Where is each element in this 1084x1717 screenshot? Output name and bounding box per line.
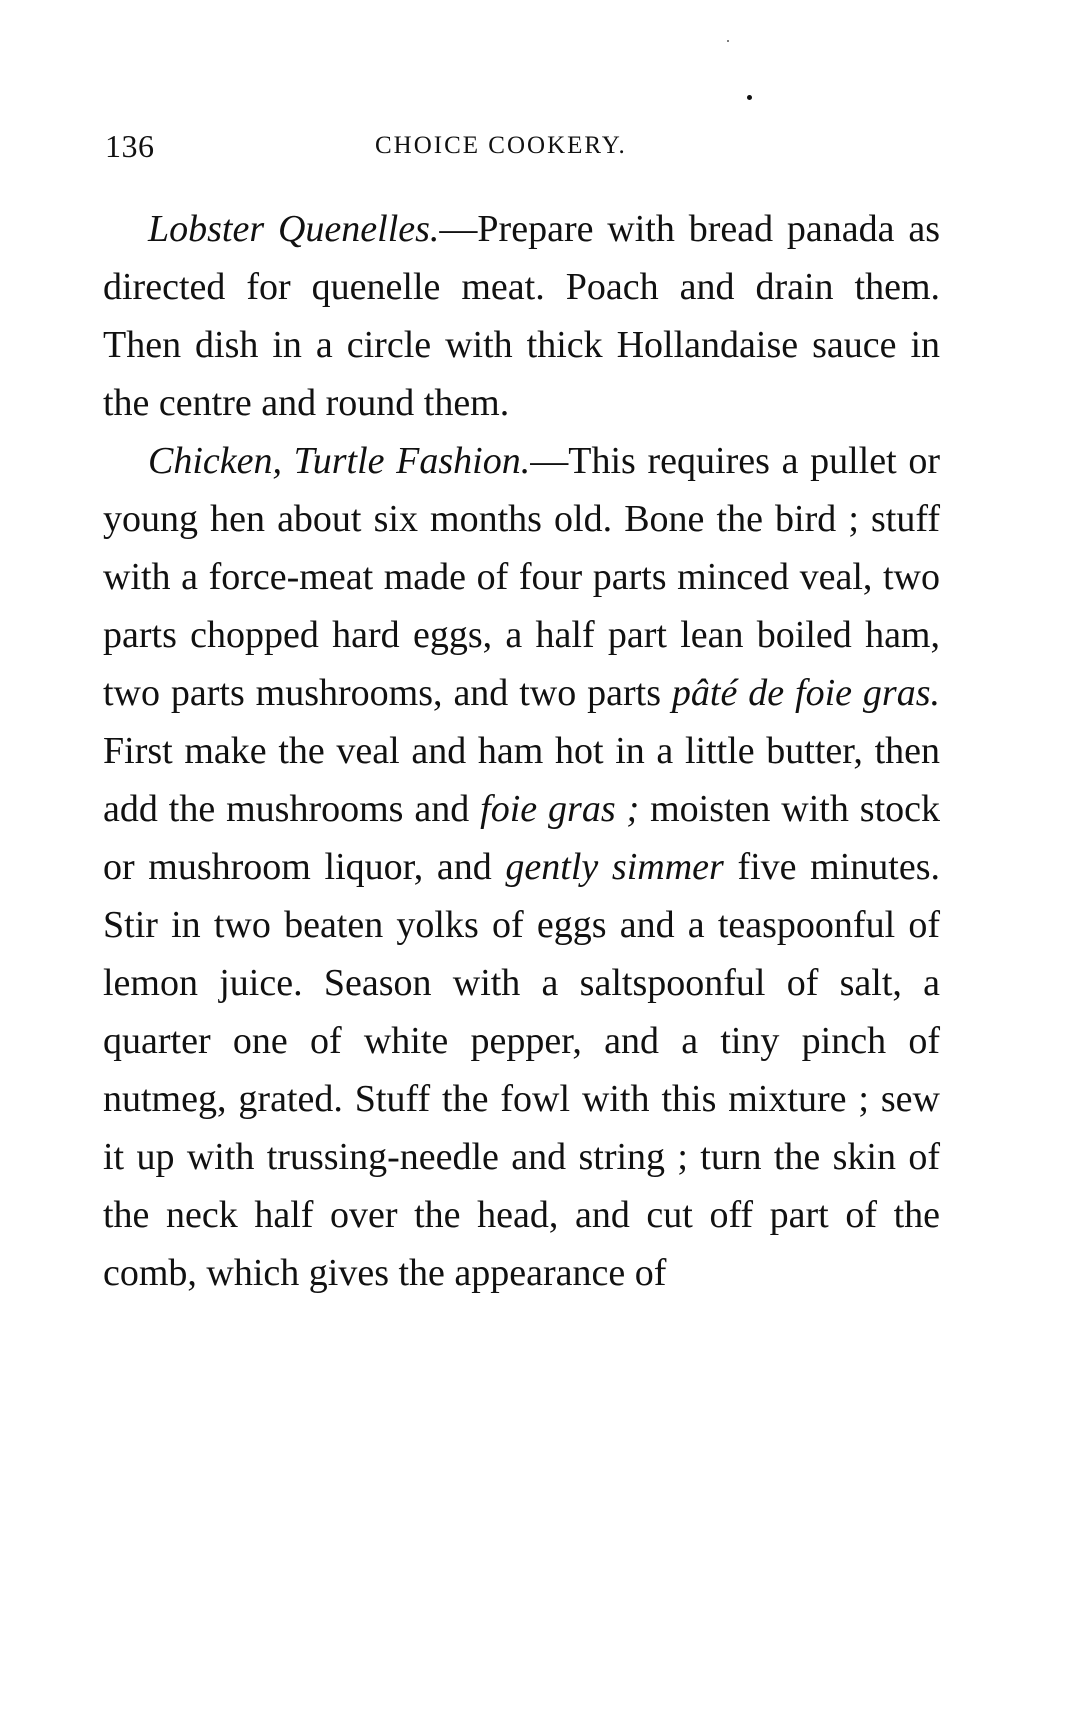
ink-speck (747, 95, 752, 100)
ink-speck-small (727, 40, 729, 42)
recipe-title-chicken-turtle-fashion: Chicken, Turtle Fashion. (148, 440, 531, 482)
recipe-text: moisten with stock or mushroom liquor, and (103, 788, 940, 888)
italic-term: pâté de foie gras. (671, 672, 940, 714)
recipe-text: —This requires a pullet or young hen about six months old. Bone the bird ; stuff with a force-meat made of four parts minced veal, two parts chopped hard eggs, a half part lean boiled ham, two parts mushrooms, and two parts (103, 440, 940, 714)
recipe-paragraph-lobster-quenelles (103, 200, 940, 432)
running-head: CHOICE COOKERY. (375, 132, 627, 159)
page-number: 136 (105, 128, 155, 164)
italic-term: foie gras ; (480, 788, 640, 830)
recipe-text: five minutes. Stir in two beaten yolks of eggs and a teaspoonful of lemon juice. Season with a saltspoonful of salt, a quarter one of white pepper, and a tiny pinch of nutmeg, grated. Stuff the fowl with this mixture ; sew it up with trussing-needle and string ; turn the skin of the neck half over the head, and cut off part of the comb, which gives the appearance of (103, 846, 941, 1294)
recipe-paragraph-chicken-turtle-fashion (103, 432, 940, 1302)
italic-term: gently simmer (505, 846, 724, 888)
page-body (103, 200, 940, 1302)
recipe-text: First make the veal and ham hot in a little butter, then add the mushrooms and (103, 730, 940, 830)
recipe-title-lobster-quenelles: Lobster Quenelles. (148, 208, 440, 250)
page-header (105, 128, 665, 178)
recipe-text: —Prepare with bread panada as directed for quenelle meat. Poach and drain them. Then dish in a circle with thick Hollandaise sauce in the centre and round them. (103, 208, 940, 424)
